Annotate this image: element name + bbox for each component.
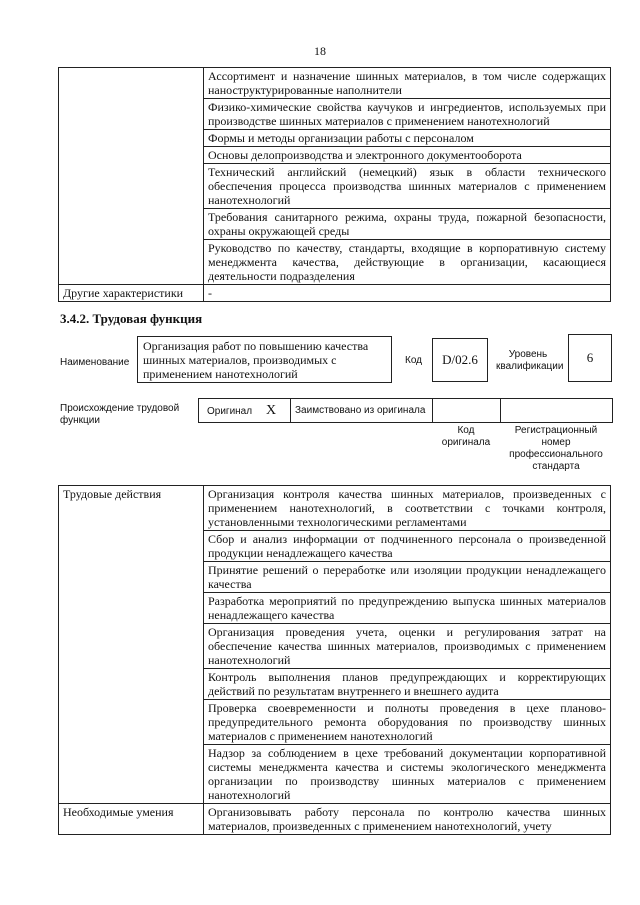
- labor-action: Организация проведения учета, оценки и регулирования затрат на обеспечение качества шинных материалов, производимых с применением нанотехнологий: [204, 624, 611, 669]
- labor-action: Контроль выполнения планов предупреждающих и корректирующих действий по результатам внутреннего и внешнего аудита: [204, 669, 611, 700]
- original-mark: X: [266, 403, 277, 418]
- original-label: Оригинал: [207, 406, 253, 417]
- skill-item: Организовывать работу персонала по контролю качества шинных материалов, произведенных с применением нанотехнологий, учету: [204, 804, 611, 835]
- empty-label-cell: [59, 68, 204, 285]
- knowledge-item: Формы и методы организации работы с персоналом: [204, 130, 611, 147]
- knowledge-item: Ассортимент и назначение шинных материалов, в том числе содержащих наноструктурированные наполнители: [204, 68, 611, 99]
- code-original-caption: Код оригинала: [441, 425, 491, 448]
- level-box: [568, 334, 612, 382]
- borrowed-label: Заимствовано из оригинала: [295, 405, 426, 416]
- origin-divider: [198, 398, 199, 423]
- origin-top-line: [198, 398, 613, 399]
- labor-actions-table: [58, 485, 611, 835]
- origin-bottom-line: [198, 422, 613, 423]
- name-label: Наименование: [60, 357, 130, 368]
- section-heading: 3.4.2. Трудовая функция: [60, 311, 203, 326]
- skills-label: Необходимые умения: [59, 804, 204, 835]
- level-value: 6: [586, 350, 594, 365]
- code-box: [432, 338, 488, 382]
- level-label: Уровень квалификации: [496, 349, 564, 372]
- code-label: Код: [405, 355, 423, 366]
- labor-action: Сбор и анализ информации от подчиненного персонала о произведенной продукции ненадлежащего качества: [204, 531, 611, 562]
- code-value: D/02.6: [442, 352, 478, 367]
- labor-action: Организация контроля качества шинных материалов, произведенных с применением нанотехнологий, в соответствии с точками контроля, установленными технологическими регламентами: [204, 486, 611, 531]
- origin-divider: [612, 398, 613, 423]
- other-characteristics-value: -: [204, 285, 611, 302]
- knowledge-item: Физико-химические свойства каучуков и ингредиентов, используемых при производстве шинных материалов с применением нанотехнологий: [204, 99, 611, 130]
- origin-divider: [432, 398, 433, 423]
- knowledge-item: Руководство по качеству, стандарты, входящие в корпоративную систему менеджмента качества, действующие в организации, касающиеся деятельности подразделения: [204, 240, 611, 285]
- knowledge-item: Требования санитарного режима, охраны труда, пожарной безопасности, охраны окружающей среды: [204, 209, 611, 240]
- knowledge-item: Технический английский (немецкий) язык в области технического обеспечения процесса производства шинных материалов с применением нанотехнологий: [204, 164, 611, 209]
- knowledge-table: [58, 67, 611, 302]
- labor-action: Проверка своевременности и полноты проведения в цехе планово-предупредительного ремонта оборудования по производству шинных материалов с применением нанотехнологий: [204, 700, 611, 745]
- origin-divider: [500, 398, 501, 423]
- labor-action: Принятие решений о переработке или изоляции продукции ненадлежащего качества: [204, 562, 611, 593]
- reg-number-caption: Регистрационный номер профессионального стандарта: [509, 425, 603, 472]
- other-characteristics-label: Другие характеристики: [59, 285, 204, 302]
- function-name-box: Организация работ по повышению качества шинных материалов, производимых с применением нанотехнологий: [137, 336, 392, 383]
- labor-action: Надзор за соблюдением в цехе требований документации корпоративной системы менеджмента качества и системы экологического менеджмента организации по производству шинных материалов с применением нанотехнологий: [204, 745, 611, 804]
- knowledge-item: Основы делопроизводства и электронного документооборота: [204, 147, 611, 164]
- origin-label: Происхождение трудовой функции: [60, 403, 180, 426]
- page-number: 18: [314, 44, 326, 58]
- labor-actions-label: Трудовые действия: [59, 486, 204, 804]
- origin-divider: [290, 398, 291, 423]
- labor-action: Разработка мероприятий по предупреждению выпуска шинных материалов ненадлежащего качества: [204, 593, 611, 624]
